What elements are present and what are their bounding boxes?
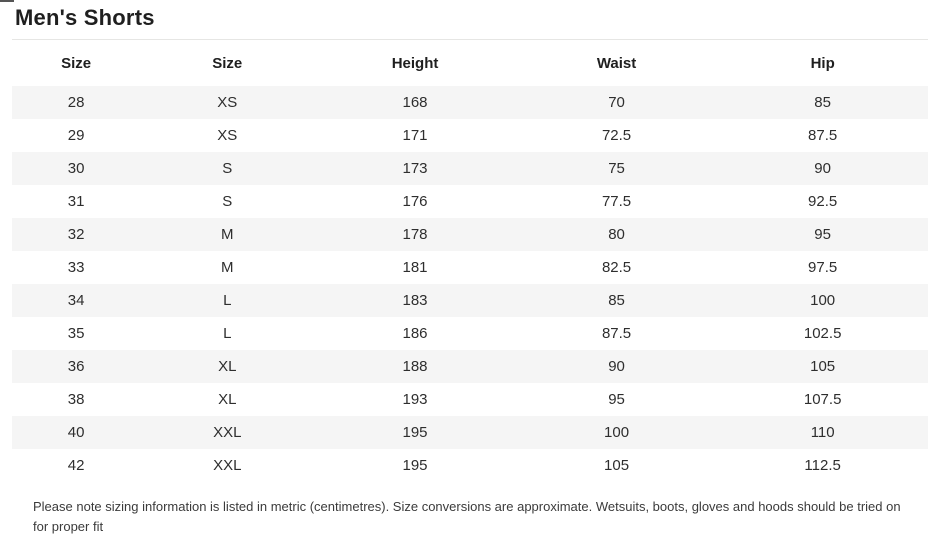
metric-disclaimer-note: Please note sizing information is listed in metric (centimetres). Size conversions are approximate. Wetsuits, boots, gloves and hoods should be tried on for proper fit (33, 499, 901, 534)
table-cell: S (222, 193, 233, 210)
table-row (12, 284, 928, 317)
table-row (12, 185, 928, 218)
table-cell: 34 (67, 292, 85, 309)
table-cell: 171 (402, 127, 428, 144)
size-guide-panel (12, 0, 928, 537)
table-row (12, 218, 928, 251)
table-cell: L (223, 325, 232, 342)
table-cell: S (222, 160, 233, 177)
table-cell: XS (217, 94, 238, 111)
column-header: Hip (810, 54, 835, 72)
table-row (12, 317, 928, 350)
table-cell: 30 (67, 160, 85, 177)
table-cell: XXL (213, 424, 242, 441)
table-cell: 188 (402, 358, 428, 375)
column-header: Waist (596, 54, 637, 72)
column-header: Size (61, 54, 92, 72)
table-cell: 168 (402, 94, 428, 111)
table-cell: 87.5 (601, 325, 632, 342)
table-cell: XL (218, 391, 237, 408)
table-cell: 38 (67, 391, 85, 408)
table-row (12, 152, 928, 185)
column-header: Height (391, 54, 439, 72)
table-cell: 100 (810, 292, 836, 309)
table-cell: 186 (402, 325, 428, 342)
table-cell: 183 (402, 292, 428, 309)
size-table-body (12, 86, 928, 482)
table-row (12, 383, 928, 416)
table-cell: 112.5 (804, 457, 841, 474)
table-cell: 40 (67, 424, 85, 441)
table-cell: 36 (67, 358, 85, 375)
table-cell: 75 (608, 160, 625, 177)
table-cell: XL (218, 358, 237, 375)
table-cell: 176 (402, 193, 428, 210)
size-table-head (12, 40, 928, 86)
table-cell: 82.5 (601, 259, 632, 276)
table-cell: 33 (67, 259, 85, 276)
table-cell: 195 (402, 457, 428, 474)
table-cell: 107.5 (803, 391, 842, 408)
table-cell: 72.5 (601, 127, 632, 144)
table-row (12, 251, 928, 284)
table-cell: 29 (67, 127, 85, 144)
table-cell: 195 (402, 424, 428, 441)
table-cell: 85 (608, 292, 625, 309)
table-cell: L (223, 292, 232, 309)
table-cell: 178 (402, 226, 428, 243)
table-row (12, 119, 928, 152)
table-cell: XXL (213, 457, 242, 474)
header-row (12, 40, 928, 86)
table-row (12, 350, 928, 383)
column-header: Size (212, 54, 243, 72)
table-cell: 77.5 (601, 193, 632, 210)
table-row (12, 449, 928, 482)
table-cell: 92.5 (808, 193, 838, 210)
table-cell: 90 (608, 358, 625, 375)
table-cell: XS (217, 127, 238, 144)
table-cell: 95 (814, 226, 831, 243)
table-cell: 32 (67, 226, 85, 243)
table-cell: 102.5 (803, 325, 842, 342)
table-cell: 87.5 (808, 127, 838, 144)
page-title: Men's Shorts (12, 0, 928, 40)
table-cell: 105 (604, 457, 630, 474)
table-cell: 105 (810, 358, 836, 375)
table-cell: 35 (67, 325, 85, 342)
table-cell: 95 (608, 391, 625, 408)
top-edge-mark (0, 0, 14, 2)
table-cell: 173 (402, 160, 428, 177)
table-cell: 181 (402, 259, 428, 276)
table-cell: 31 (67, 193, 85, 210)
table-cell: 100 (604, 424, 630, 441)
table-cell: M (221, 259, 234, 276)
table-cell: 90 (814, 160, 831, 177)
table-cell: 110 (810, 424, 835, 441)
table-cell: 28 (67, 94, 85, 111)
table-row (12, 86, 928, 119)
table-cell: 42 (67, 457, 85, 474)
table-cell: M (221, 226, 234, 243)
table-cell: 85 (814, 94, 831, 111)
table-cell: 193 (402, 391, 428, 408)
size-table (12, 40, 928, 482)
table-cell: 70 (608, 94, 625, 111)
table-row (12, 416, 928, 449)
table-cell: 80 (608, 226, 625, 243)
table-cell: 97.5 (808, 259, 838, 276)
